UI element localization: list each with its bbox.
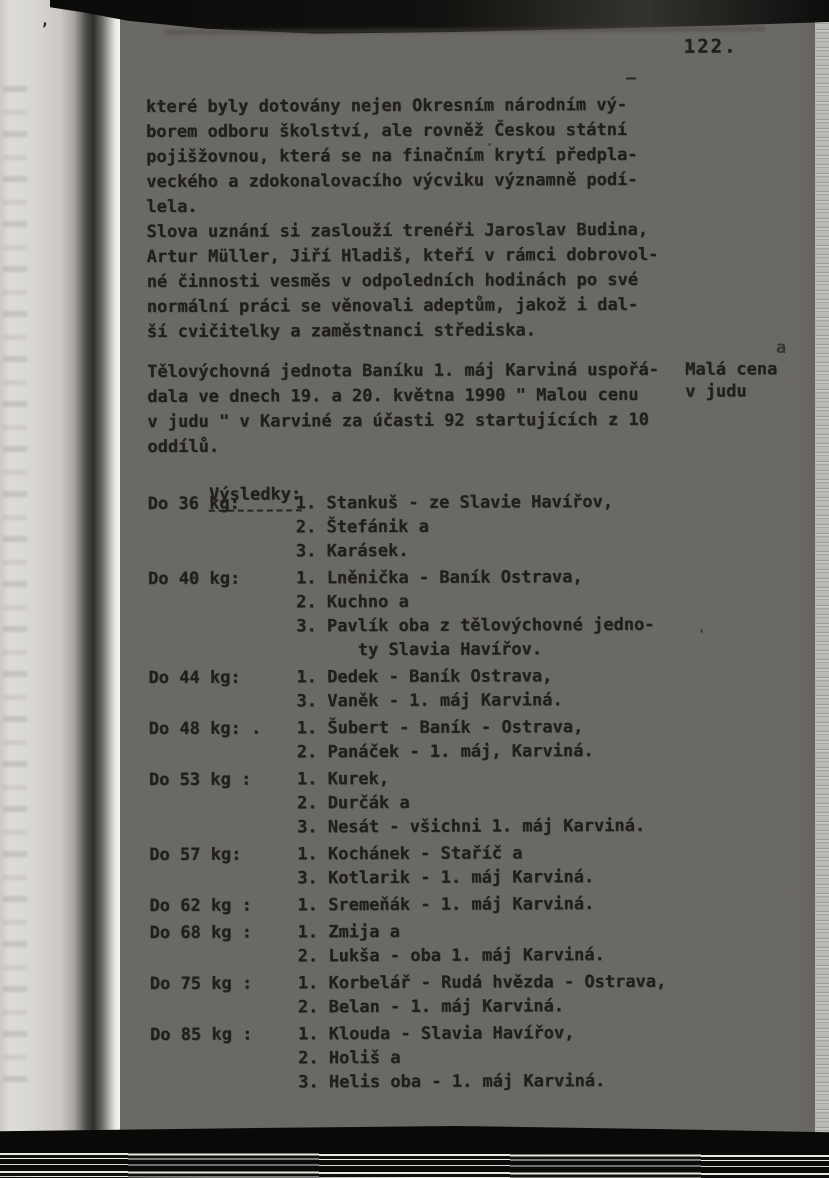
result-entry: 2. Panáček - 1. máj, Karviná. <box>296 741 594 763</box>
weight-category-group <box>149 841 666 891</box>
result-entry: 1. Šubert - Baník - Ostrava, <box>296 717 584 739</box>
weight-category-label: Do 62 kg : <box>149 895 252 917</box>
result-entry: ty Slavia Havířov. <box>296 639 543 661</box>
result-entry: 3. Kotlarik - 1. máj Karviná. <box>297 867 595 889</box>
weight-category-group <box>149 766 666 840</box>
text-line: veckého a zdokonalovacího výcviku významně podí- <box>146 169 638 193</box>
results-list <box>148 490 667 1095</box>
scan-artifact-dash: – <box>626 68 637 88</box>
weight-category-label: Do 48 kg: . <box>148 718 262 740</box>
weight-category-label: Do 36 kg: <box>147 493 240 515</box>
weight-category-label: Do 57 kg: <box>149 844 242 866</box>
result-entry: 2. Štefánik a <box>295 516 429 538</box>
text-line: ší cvičitelky a zaměstnanci střediska. <box>146 320 536 343</box>
scan-artifact-apostrophe: ’ <box>40 20 50 38</box>
weight-category-label: Do 40 kg: <box>148 568 241 590</box>
result-entry: 3. Pavlík oba z tělovýchovné jedno- <box>296 614 655 637</box>
margin-note <box>685 358 777 402</box>
result-entry: 1. Stankuš - ze Slavie Havířov, <box>295 492 614 514</box>
result-entry: 1. Korbelář - Rudá hvězda - Ostrava, <box>297 971 667 994</box>
result-entry: 1. Klouda - Slavia Havířov, <box>298 1023 575 1045</box>
results-heading-text: Výsledky: <box>209 482 301 511</box>
weight-category-group <box>149 892 666 918</box>
text-line: v judu " v Karviné za účasti 92 startujících z 10 <box>147 409 649 433</box>
weight-category-group <box>150 1021 667 1095</box>
result-entry: 3. Helis oba - 1. máj Karviná. <box>298 1071 606 1093</box>
result-entry: 2. Holiš a <box>298 1047 401 1069</box>
text-line: Slova uznání si zaslouží trenéři Jaroslav Budina, <box>146 219 649 243</box>
paragraph-funding <box>146 93 658 220</box>
scan-artifact-stray-letter: a <box>776 338 787 358</box>
result-entry: 1. Kurek, <box>296 769 390 790</box>
result-entry: 1. Zmija a <box>297 921 401 943</box>
text-line: oddílů. <box>147 436 220 458</box>
result-entry: 3. Nesát - všichni 1. máj Karviná. <box>297 815 646 838</box>
text-line: dala ve dnech 19. a 20. května 1990 " Malou cenu <box>147 384 639 408</box>
text-line: lela. <box>146 196 198 218</box>
page-number: 122. <box>683 35 738 58</box>
text-line: pojišžovnou, která se na finačním krytí předpla- <box>146 144 638 168</box>
text-line: né činnosti vesměs v odpoledních hodinách po své <box>146 269 639 293</box>
text-line: normální práci se věnovali adeptům, jakož i dal- <box>146 294 639 318</box>
weight-category-group <box>150 970 667 1020</box>
weight-category-label: Do 44 kg: <box>148 667 241 689</box>
weight-category-label: Do 75 kg : <box>149 973 253 995</box>
margin-note-line: Malá cena <box>685 359 778 380</box>
body-text <box>146 93 659 460</box>
result-entry: 2. Lukša - oba 1. máj Karviná. <box>297 945 605 967</box>
text-line: Artur Müller, Jiří Hladiš, kteří v rámci dobrovol- <box>146 244 659 268</box>
weight-category-group <box>148 490 665 564</box>
result-entry: 1. Kochánek - Staříč a <box>297 843 523 865</box>
result-entry: 3. Vaněk - 1. máj Karviná. <box>296 690 563 712</box>
weight-category-label: Do 68 kg : <box>149 922 253 944</box>
result-entry: 2. Belan - 1. máj Karviná. <box>297 996 565 1018</box>
result-entry: 1. Sremeňák - 1. máj Karviná. <box>297 894 595 916</box>
margin-note-line: v judu <box>685 381 747 402</box>
weight-category-label: Do 85 kg : <box>150 1024 253 1046</box>
result-entry: 3. Karásek. <box>295 540 409 562</box>
paragraph-tournament <box>147 358 659 460</box>
weight-category-group <box>149 715 666 765</box>
paragraph-coaches <box>147 218 659 345</box>
weight-category-group <box>148 565 665 663</box>
result-entry: 1. Lněnička - Baník Ostrava, <box>296 567 583 589</box>
result-entry: 2. Kuchno a <box>296 591 409 613</box>
result-entry: 2. Durčák a <box>297 792 410 814</box>
weight-category-label: Do 53 kg : <box>148 769 252 791</box>
result-entry: 1. Dedek - Baník Ostrava, <box>296 666 553 688</box>
text-line: Tělovýchovná jednota Baníku 1. máj Karviná uspořá- <box>147 359 659 383</box>
text-line: borem odboru školství, ale rovněž Českou státní <box>146 119 628 143</box>
text-line: které byly dotovány nejen Okresním národním vý- <box>145 94 628 118</box>
weight-category-group <box>150 919 667 969</box>
weight-category-group <box>148 664 665 714</box>
